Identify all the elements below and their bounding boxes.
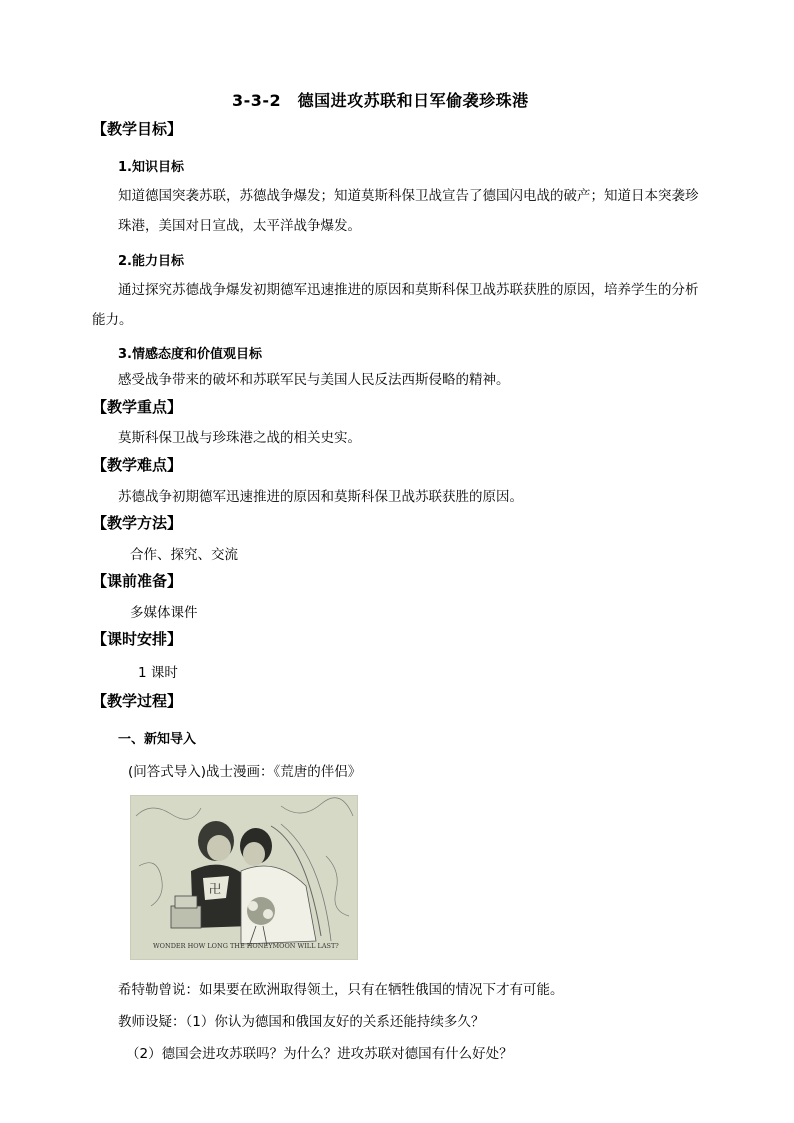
key-points-text: 莫斯科保卫战与珍珠港之战的相关史实。 xyxy=(118,430,361,446)
preparation-heading: 【课前准备】 xyxy=(92,572,183,590)
schedule-text: 1 课时 xyxy=(138,665,178,681)
intro-text: (问答式导入)战士漫画：《荒唐的伴侣》 xyxy=(128,764,362,780)
hitler-quote: 希特勒曾说：如果要在欧洲取得领土，只有在牺牲俄国的情况下才有可能。 xyxy=(118,982,564,998)
difficulties-text: 苏德战争初期德军迅速推进的原因和莫斯科保卫战苏联获胜的原因。 xyxy=(118,489,523,505)
cartoon-drawing xyxy=(131,796,357,959)
ability-heading: 2.能力目标 xyxy=(118,254,184,269)
objectives-heading: 【教学目标】 xyxy=(92,120,183,138)
teacher-question-2: （2）德国会进攻苏联吗？为什么？进攻苏联对德国有什么好处？ xyxy=(126,1046,513,1062)
cartoon-caption: WONDER HOW LONG THE HONEYMOON WILL LAST? xyxy=(153,942,339,950)
preparation-text: 多媒体课件 xyxy=(130,605,198,621)
emotion-text: 感受战争带来的破坏和苏联军民与美国人民反法西斯侵略的精神。 xyxy=(118,372,510,388)
teacher-question-1: 教师设疑：（1）你认为德国和俄国友好的关系还能持续多久？ xyxy=(118,1014,485,1030)
difficulties-heading: 【教学难点】 xyxy=(92,456,183,474)
knowledge-heading: 1.知识目标 xyxy=(118,160,184,175)
process-heading: 【教学过程】 xyxy=(92,692,183,710)
key-points-heading: 【教学重点】 xyxy=(92,398,183,416)
ability-text: 通过探究苏德战争爆发初期德军迅速推进的原因和莫斯科保卫战苏联获胜的原因，培养学生的分析能力。 xyxy=(92,282,699,328)
methods-text: 合作、探究、交流 xyxy=(130,547,238,563)
svg-text:卍: 卍 xyxy=(209,882,222,896)
emotion-heading: 3.情感态度和价值观目标 xyxy=(118,347,262,362)
intro-heading: 一、新知导入 xyxy=(118,732,197,747)
lesson-title: 3-3-2 德国进攻苏联和日军偷袭珍珠港 xyxy=(232,91,529,110)
schedule-heading: 【课时安排】 xyxy=(92,630,183,648)
cartoon-image xyxy=(130,795,358,960)
methods-heading: 【教学方法】 xyxy=(92,514,183,532)
knowledge-text: 知道德国突袭苏联，苏德战争爆发；知道莫斯科保卫战宣告了德国闪电战的破产；知道日本突袭珍珠港，美国对日宣战，太平洋战争爆发。 xyxy=(118,188,699,234)
